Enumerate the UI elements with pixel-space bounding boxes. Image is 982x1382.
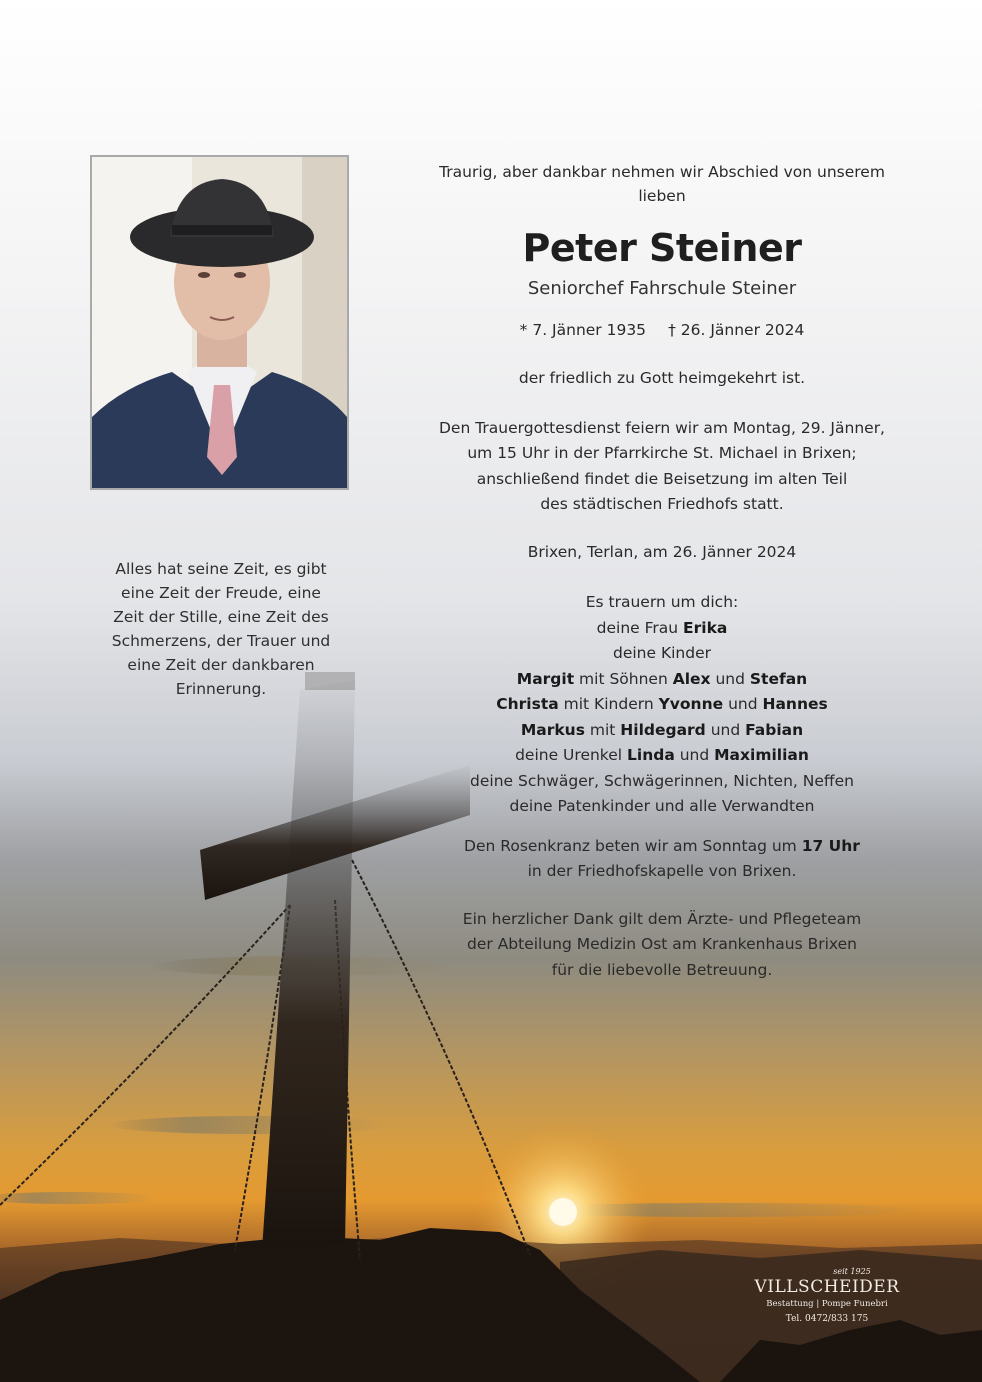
family-line-text: und [705,720,746,739]
rosary-prefix: Den Rosenkranz beten wir am Sonntag um [464,836,802,855]
family-member-name: Hildegard [620,720,706,739]
service-line: anschließend findet die Beisetzung im alten Teil [476,469,848,488]
logo-tagline: Bestattung | Pompe Funebri [766,1299,888,1309]
family-line-text: mit Kindern [558,695,659,713]
rosary-info [425,834,899,885]
service-line: Den Trauergottesdienst feiern wir am Montag, 29. Jänner, [439,418,885,437]
family-member-name: Yvonne [658,695,724,713]
family-line [425,743,899,769]
family-line [425,718,899,744]
family-line [425,692,899,718]
logo-brand: VILLSCHEIDER [754,1277,900,1297]
quote-line: Erinnerung. [175,680,267,698]
family-member-name: Linda [627,746,675,764]
family-lines [425,667,899,769]
logo-since: seit 1925 [833,1267,871,1276]
quote-line: eine Zeit der dankbaren [127,656,315,674]
wife-name: Erika [683,618,728,637]
family-line-text: und [710,669,750,688]
deceased-name: Peter Steiner [522,226,802,270]
funeral-home-logo [752,1267,902,1327]
portrait-photo [90,155,349,490]
death-date: † 26. Jänner 2024 [668,321,805,339]
thanks-line: für die liebevolle Betreuung. [551,960,773,979]
intro-text: Traurig, aber dankbar nehmen wir Abschied von unserem lieben [439,163,885,205]
family-member-name: Christa [496,695,559,713]
service-line: des städtischen Friedhofs statt. [540,495,784,513]
thanks-line: der Abteilung Medizin Ost am Krankenhaus Brixen [467,935,857,953]
passing-line: der friedlich zu Gott heimgekehrt ist. [518,369,806,387]
family-member-name: Maximilian [714,746,809,764]
family-member-name: Stefan [749,669,808,688]
obituary-main-text [425,160,899,983]
thanks-text [425,907,899,984]
service-info [425,416,899,518]
wife-prefix: deine Frau [596,618,684,637]
thanks-line: Ein herzlicher Dank gilt dem Ärzte- und Pflegeteam [462,909,862,928]
family-line-text: mit Söhnen [574,669,673,688]
family-member-name: Hannes [762,695,828,713]
place-date: Brixen, Terlan, am 26. Jänner 2024 [527,542,797,561]
mourners-heading: Es trauern um dich: [585,593,739,611]
quote-line: Schmerzens, der Trauer und [111,632,331,650]
mourners-list [425,590,899,820]
service-line: um 15 Uhr in der Pfarrkirche St. Michael in Brixen; [467,444,857,462]
family-line-text: mit [584,720,621,739]
quote-line: eine Zeit der Freude, eine [121,584,321,602]
rosary-line [425,834,899,860]
family-member-name: Margit [516,669,575,688]
logo-phone: Tel. 0472/833 175 [785,1314,869,1324]
family-line [425,667,899,693]
memorial-quote [105,557,337,701]
family-member-name: Fabian [745,720,804,739]
deceased-role: Seniorchef Fahrschule Steiner [527,278,797,299]
sun [549,1198,577,1226]
quote-line: Alles hat seine Zeit, es gibt [115,560,327,578]
family-member-name: Markus [520,720,585,739]
extended-family-line: deine Patenkinder und alle Verwandten [509,797,815,815]
family-line-text: deine Urenkel [515,746,627,764]
cloud [0,1192,160,1204]
quote-line: Zeit der Stille, eine Zeit des [113,608,329,626]
extended-family-line: deine Schwäger, Schwägerinnen, Nichten, Neffen [470,771,854,790]
children-label: deine Kinder [612,644,711,662]
family-line-text: und [674,746,715,764]
life-dates [425,318,899,342]
rosary-location: in der Friedhofskapelle von Brixen. [527,862,797,880]
mourner-wife-line [425,616,899,642]
birth-date: * 7. Jänner 1935 [519,321,647,339]
family-member-name: Alex [672,669,711,688]
chain [0,905,290,1205]
family-line-text: und [723,695,763,713]
rosary-time: 17 Uhr [801,836,860,855]
